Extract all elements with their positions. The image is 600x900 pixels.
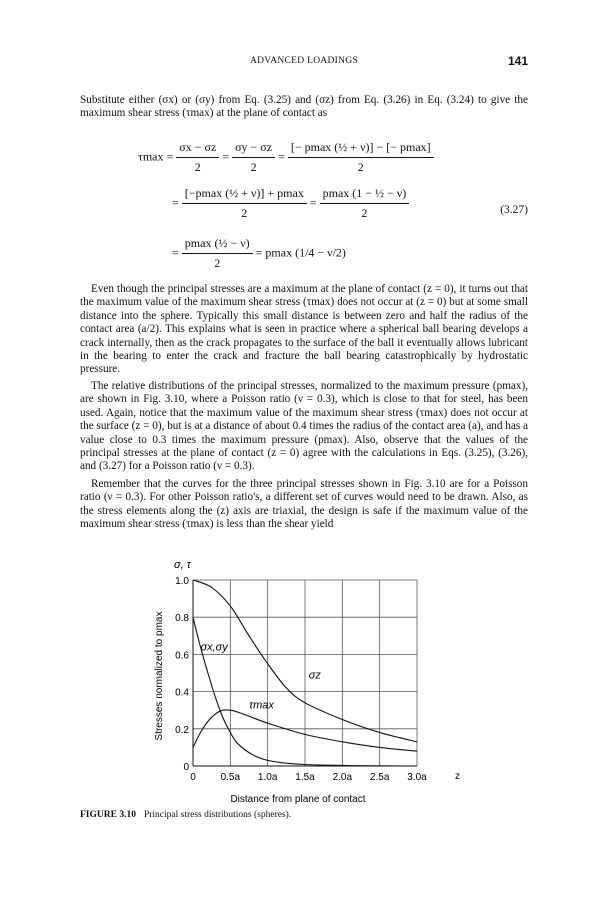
- x-axis-symbol: z: [455, 771, 460, 782]
- eq-l2-frac-a-num: [−pmax (½ + ν)] + pmax: [182, 186, 307, 204]
- eq-l1-frac-c-den: 2: [357, 160, 364, 174]
- eq-l1-frac-a-num: σx − σz: [176, 140, 219, 158]
- y-tick-label: 1.0: [175, 576, 189, 587]
- eq-l1-frac-b-num: σy − σz: [232, 140, 275, 158]
- y-tick-label: 0.2: [175, 724, 189, 736]
- series-label-1: σx,σy: [200, 641, 228, 654]
- body-paragraph-1: Even though the principal stresses are a maximum at the plane of contact (z = 0), it turns out that the maximum value of the maximum shear stress (τmax) does not occur at (z = 0) but at some small distance into the sphere. Typically this small distance is between zero and half the radius of the contact area (a/2). This explains what is seen in practice where a spherical ball bearing develops a crack internally, then as the crack propagates to the surface of the ball it eventually allows lubricant in the bearing to enter the crack and fracture the ball bearing catastrophically by hydrostatic pressure.: [80, 283, 528, 376]
- eq-l3-rhs: = pmax (1/4 − ν/2): [255, 245, 346, 260]
- x-tick-label: 3.0a: [407, 772, 427, 783]
- x-axis-label: Distance from plane of contact: [230, 794, 366, 805]
- x-tick-label: 0.5a: [220, 772, 241, 783]
- intro-paragraph: Substitute either (σx) or (σy) from Eq. (3.25) and (σz) from Eq. (3.26) in Eq. (3.24) to give the maximum shear stress (τmax) at the plane of contact as: [80, 94, 528, 120]
- series-label-3: τmax: [249, 699, 274, 712]
- x-tick-label: 1.5a: [295, 772, 315, 783]
- eq-l2-frac-b-den: 2: [361, 206, 368, 220]
- eq-lhs: τmax =: [138, 149, 174, 164]
- equation-line-3: = $\frac{\text{pmax (½ − ν)}}{2}$ = pmax (1/4 − ν/2): [172, 236, 346, 270]
- y-axis-symbol: σ, τ: [174, 559, 191, 571]
- y-tick-label: 0.6: [175, 650, 189, 662]
- equation-line-1: τmax = $\frac{\sigma x - \sigma z}{2}$ = $\frac{\sigma y - \sigma z}{2}$ = $\frac{\text{[− pmax (½ + ν)] − [− pmax]}}{2}$: [138, 140, 434, 175]
- eq-l1-frac-c-num: [− pmax (½ + ν)] − [− pmax]: [288, 140, 434, 158]
- y-tick-label: 0: [183, 762, 189, 773]
- series-label-2: σz: [308, 669, 321, 682]
- y-axis-label: Stresses normalized to pmax: [154, 611, 165, 741]
- chart-ticks: [175, 576, 427, 783]
- running-head: ADVANCED LOADINGS: [249, 56, 359, 66]
- x-tick-label: 2.5a: [369, 772, 390, 783]
- eq-l2-frac-b-num: pmax (1 − ½ − ν): [320, 186, 410, 204]
- y-tick-label: 0.4: [175, 687, 189, 699]
- eq-l3-frac-num: pmax (½ − ν): [182, 236, 253, 254]
- figure-caption: [80, 810, 291, 820]
- figure-caption-text: Principal stress distributions (spheres).: [143, 810, 292, 820]
- equation-line-2: = $\frac{\text{[−pmax (½ + ν)] + pmax}}{2}$ = $\frac{\text{pmax (1 − ½ − ν)}}{2}$: [172, 186, 409, 221]
- figure-3-10-chart: [140, 556, 480, 808]
- figure-label: FIGURE 3.10: [80, 810, 136, 820]
- equation-number: (3.27): [500, 204, 528, 216]
- eq-l2-frac-a-den: 2: [241, 206, 248, 220]
- chart-grid: [193, 580, 417, 766]
- page-header: [80, 56, 528, 72]
- x-tick-label: 2.0a: [332, 772, 353, 783]
- eq-l1-frac-b-den: 2: [250, 160, 257, 174]
- y-tick-label: 0.8: [175, 613, 189, 625]
- eq-l3-frac-den: 2: [214, 256, 221, 270]
- body-paragraph-3: Remember that the curves for the three principal stresses shown in Fig. 3.10 are for a Poisson ratio (ν = 0.3). For other Poisson ratio's, a different set of curves would need to be drawn. Also, as the stress elements along the (z) axis are triaxial, the design is safe if the maximum value of the maximum shear stress (τmax) is less than the shear yield: [80, 478, 528, 531]
- page-number: 141: [507, 54, 528, 68]
- body-paragraph-2: The relative distributions of the principal stresses, normalized to the maximum pressure (pmax), are shown in Fig. 3.10, where a Poisson ratio (ν = 0.3), which is close to that for steel, has been used. Again, notice that the maximum value of the maximum shear stress (τmax) does not occur at the surface (z = 0), but is at a distance of about 0.4 times the radius of the contact area (a), and has a value close to 0.3 times the maximum pressure (pmax). Also, observe that the values of the principal stresses at the plane of contact (z = 0) agree with the calculations in Eqs. (3.25), (3.26), and (3.27) for a Poisson ratio (ν = 0.3).: [80, 380, 528, 473]
- x-tick-label: 0: [190, 772, 196, 783]
- eq-l1-frac-a-den: 2: [194, 160, 201, 174]
- x-tick-label: 1.0a: [257, 772, 278, 783]
